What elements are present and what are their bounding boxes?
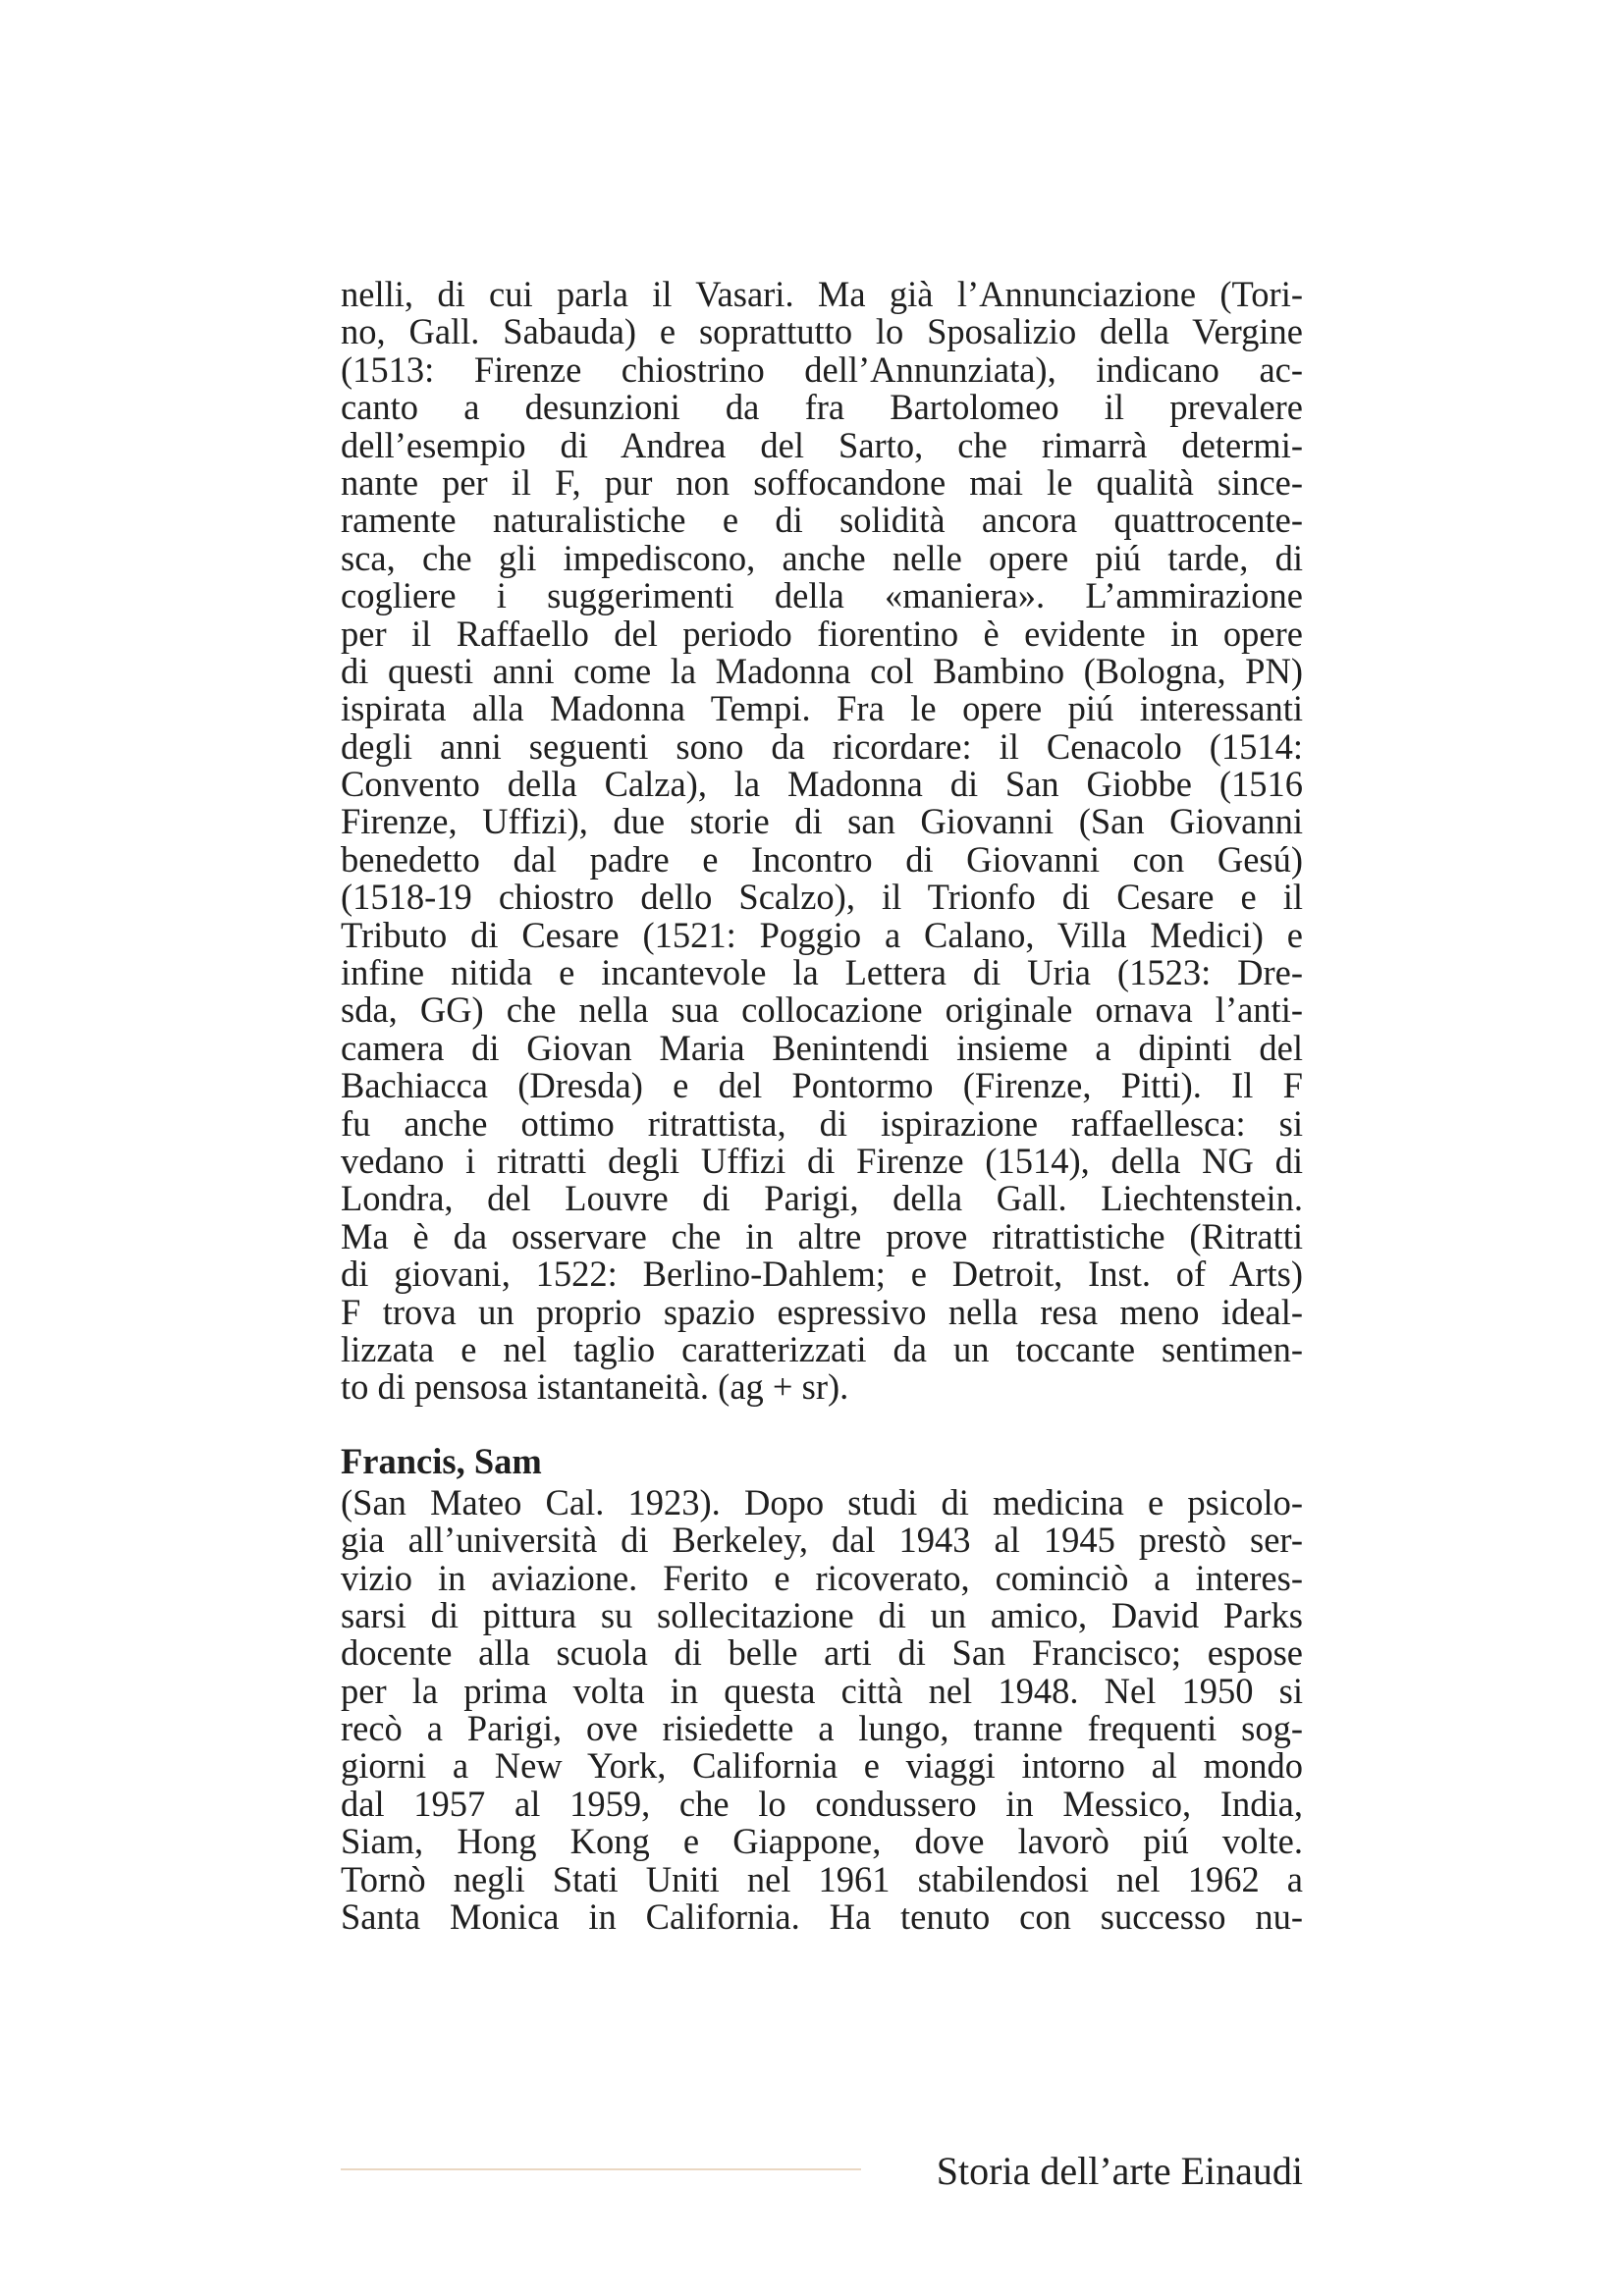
body-line: Ma è da osservare che in altre prove ritrattistiche (Ritratti [341,1215,1303,1256]
entry-line: Siam, Hong Kong e Giappone, dove lavorò piú volte. [341,1821,1303,1862]
body-line: di giovani, 1522: Berlino-Dahlem; e Detroit, Inst. of Arts) [341,1254,1303,1295]
text-block [341,276,1303,1936]
body-line: sca, che gli impediscono, anche nelle opere piú tarde, di [341,537,1303,578]
body-line: lizzata e nel taglio caratterizzati da un toccante sentimen- [341,1328,1303,1369]
body-line: ispirata alla Madonna Tempi. Fra le opere piú interessanti [341,688,1303,729]
entry-line: giorni a New York, California e viaggi intorno al mondo [341,1745,1303,1787]
body-line: (1518-19 chiostro dello Scalzo), il Trionfo di Cesare e il [341,877,1303,918]
body-line: Tributo di Cesare (1521: Poggio a Calano, Villa Medici) e [341,914,1303,955]
body-line: Firenze, Uffizi), due storie di san Giovanni (San Giovanni [341,801,1303,842]
entry-line: (San Mateo Cal. 1923). Dopo studi di medicina e psicolo- [341,1481,1303,1522]
entry-line: docente alla scuola di belle arti di San Francisco; espose [341,1632,1303,1674]
body-line: nelli, di cui parla il Vasari. Ma già l’Annunciazione (Tori- [341,274,1303,314]
encyclopedia-entry [341,1440,1303,1938]
entry-line: dal 1957 al 1959, che lo condussero in Messico, India, [341,1783,1303,1824]
body-line: di questi anni come la Madonna col Bambino (Bologna, PN) [341,650,1303,691]
body-line: vedano i ritratti degli Uffizi di Firenze (1514), della NG di [341,1140,1303,1181]
body-line: Convento della Calza), la Madonna di San Giobbe (1516 [341,764,1303,805]
footer-title: Storia dell’arte Einaudi [936,2149,1303,2193]
body-line: canto a desunzioni da fra Bartolomeo il prevalere [341,387,1303,428]
body-line-last: to di pensosa istantaneità. (ag + sr). [341,1366,849,1408]
body-line: (1513: Firenze chiostrino dell’Annunziata), indicano ac- [341,348,1303,390]
entry-line: Santa Monica in California. Ha tenuto con successo nu- [341,1896,1303,1938]
body-line: infine nitida e incantevole la Lettera di Uria (1523: Dre- [341,952,1303,993]
body-line: camera di Giovan Maria Benintendi insieme a dipinti del [341,1027,1303,1068]
body-line: per il Raffaello del periodo fiorentino è evidente in opere [341,613,1303,654]
body-line: nante per il F, pur non soffocandone mai le qualità since- [341,461,1303,503]
body-line: F trova un proprio spazio espressivo nella resa meno ideal- [341,1291,1303,1332]
entry-heading: Francis, Sam [341,1440,542,1481]
entry-line: recò a Parigi, ove risiedette a lungo, tranne frequenti sog- [341,1708,1303,1749]
entry-line: gia all’università di Berkeley, dal 1943 al 1945 prestò ser- [341,1520,1303,1561]
body-line: fu anche ottimo ritrattista, di ispirazione raffaellesca: si [341,1102,1303,1144]
footer-rule [341,2168,861,2170]
body-line: dell’esempio di Andrea del Sarto, che rimarrà determi- [341,424,1303,465]
entry-line: vizio in aviazione. Ferito e ricoverato, cominciò a interes- [341,1557,1303,1598]
body-line: ramente naturalistiche e di solidità ancora quattrocente- [341,500,1303,541]
entry-line: per la prima volta in questa città nel 1948. Nel 1950 si [341,1670,1303,1711]
body-line: Bachiacca (Dresda) e del Pontormo (Firenze, Pitti). Il F [341,1065,1303,1106]
entry-line: Tornò negli Stati Uniti nel 1961 stabilendosi nel 1962 a [341,1858,1303,1899]
body-line: cogliere i suggerimenti della «maniera». L’ammirazione [341,575,1303,616]
body-line: benedetto dal padre e Incontro di Giovanni con Gesú) [341,838,1303,880]
paragraph-gap [341,1407,1303,1443]
body-line: Londra, del Louvre di Parigi, della Gall. Liechtenstein. [341,1178,1303,1219]
body-line: sda, GG) che nella sua collocazione originale ornava l’anti- [341,989,1303,1031]
body-line: degli anni seguenti sono da ricordare: il Cenacolo (1514: [341,725,1303,767]
continued-entry [341,276,1303,1407]
body-line: no, Gall. Sabauda) e soprattutto lo Sposalizio della Vergine [341,311,1303,352]
entry-line: sarsi di pittura su sollecitazione di un amico, David Parks [341,1594,1303,1635]
